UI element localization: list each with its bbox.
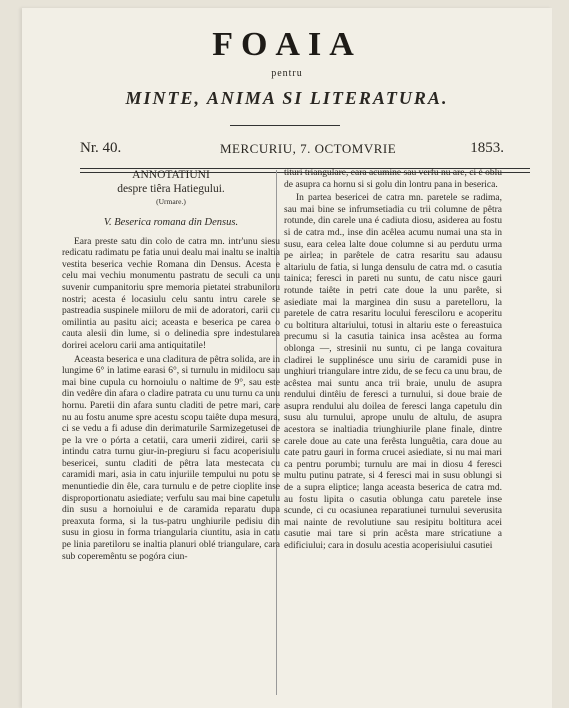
section-title: V. Beserica romana din Densus. (103, 217, 239, 228)
issue-date: MERCURIU, 7. OCTOMVRIE (220, 141, 397, 156)
masthead-title: FOAIA (212, 26, 362, 63)
left-column (62, 168, 280, 563)
article-heading: ANNOTATIUNI (132, 169, 210, 181)
masthead-pentru: pentru (271, 68, 303, 79)
issue-year: 1853. (470, 140, 504, 156)
paragraph: tituri triangulare, eara acumine sau verfu nu are, ci é oblu de asupra ca hornu si si golu din lontru pana in beserica. (284, 168, 502, 190)
masthead-rule (230, 125, 340, 126)
paragraph: In partea besericei de catra mn. paretele se radima, sau mai bine se infrumsetiadia cu trii columne de pêtra rotunde, din carele una é cadiuta diosu, asiderea au fostu si de catra md., inse din acêlea acumu numai una sta in susu, eara celea lalte doue columne si au perdutu urma pe airlea; in parêtele de catra resaritu sau adausu altariulu de fatia, si lunga densulu de catra md. o casutia tainica; feresci in pareti nu suntu, de catu nisce gauri rotunde taiête in petri cate doue la unu parête, si asiediate mai la marginea din susu a paretelloru, la paretele de catra resaritu locului feresciloru e acoperitu cu boltitura altariului, totusi in altariu este o fereastuica precumu si la casutia tainica insa acêstea au forma oblonga —, stresinii nu suntu, ci pe langa covaitura cladirei le supplinésce unu siriu de caramidi puse in unghiuri triangulare intre zidu, de se fecu ca unu brau, de acêstea mai suntu anca trii braie, unulu de asupra rendului dintêiu de feresci a turnului, si doue braie de asupra rendului alu doilea de feresci langa capetulu din susu alu turnului, aprope unulu de altulu, de asupra acestora se inaltiadia triunghiurile plane finale, dintre carele doue au cate una ferêsta lunguêtia, cara doue au cate patru gauri in forma crucei asiediate, si nu mai mari ca pentru porumbi; turnulu are mai in diosu 4 feresci multu putinu patrate, si 4 feresci mai in susu oblungi si de a supra eliptice; langa aceasta beserica de catra md. au fostu lipita o casutia oblunga catu paretele inse scunde, ci cu ocasiunea reparatiunei turnului severusita mai nainte de revolutiune sau resipitu boltitura acei casutie mai tare si prin acêsta mare stricatiune a edificiului; cara in dosulu acestia acoperisiului casutiei (284, 193, 502, 551)
right-column (284, 168, 502, 553)
paragraph: Aceasta beserica e una claditura de pêtra solida, are in lungime 6° in latime earasi 6°, si turnulu in midilocu sau mai bine cupula cu hornoiulu o naltime de 9°, sau este din vedêre din afara o cladire patrata cu unu turnu ca unu hornu. Paretii din afara suntu claditi de petre mari, care nu au fostu anume spre acestu scopu taiête dupa mesura, ci se vedu a fi aduse din derimaturile Sarmizegetusei de pe la vre o pórta a cetatii, cara umerii zidirei, carii se intindu catra turnu giur-in-pregiuru si facu acoperisiulu besericei, suntu claditi de pêtra lata mestecata cu caramidi mari, asia in catu injuriile tempului nu potu se menuntiedie din êle, cara turnulu e de petre cioplite inse disproportionatu asiediate; verfulu sau mai bine capetulu din susu a hornoiului e de caramida reparatu dupa preaxuta forma, si la tus-patru unghiurile pedisiu din susu in giosu in forma triangularia ciuntitu, asia in catu pe linia paretiloru se inaltia planuri oblé triangulare, cara sub coperemêntu se pogóra ciun- (62, 354, 280, 562)
masthead-subtitle: MINTE, ANIMA SI LITERATURA. (125, 88, 449, 108)
article-continued-note: (Urmare.) (156, 197, 186, 206)
issue-line (80, 140, 532, 160)
article-subheading: despre tiêra Hatiegului. (117, 183, 225, 195)
issue-number: Nr. 40. (80, 140, 122, 156)
paragraph: Eara preste satu din colo de catra mn. intr'unu siesu redicatu radimatu pe fatia unui dealu mai inaltu se inaltia vestita beserica vechie Romana din Densus. Acesta e celu mai vechiu monumentu pastratu de seculi ca unu suvenir cumpanitoriu spre memoria pietatei strabuniloru nostri; acesta é locasiulu celu santu intru carele se pastreadia suspinele miiloru de mii de adoratori, carii cu omilintia au pasitu aici; aceasta e beserica pe carea o cauta alesii din lume, si o delinedia spre indestularea dorirei aceloru carii ama antiquitatile! (62, 236, 280, 351)
